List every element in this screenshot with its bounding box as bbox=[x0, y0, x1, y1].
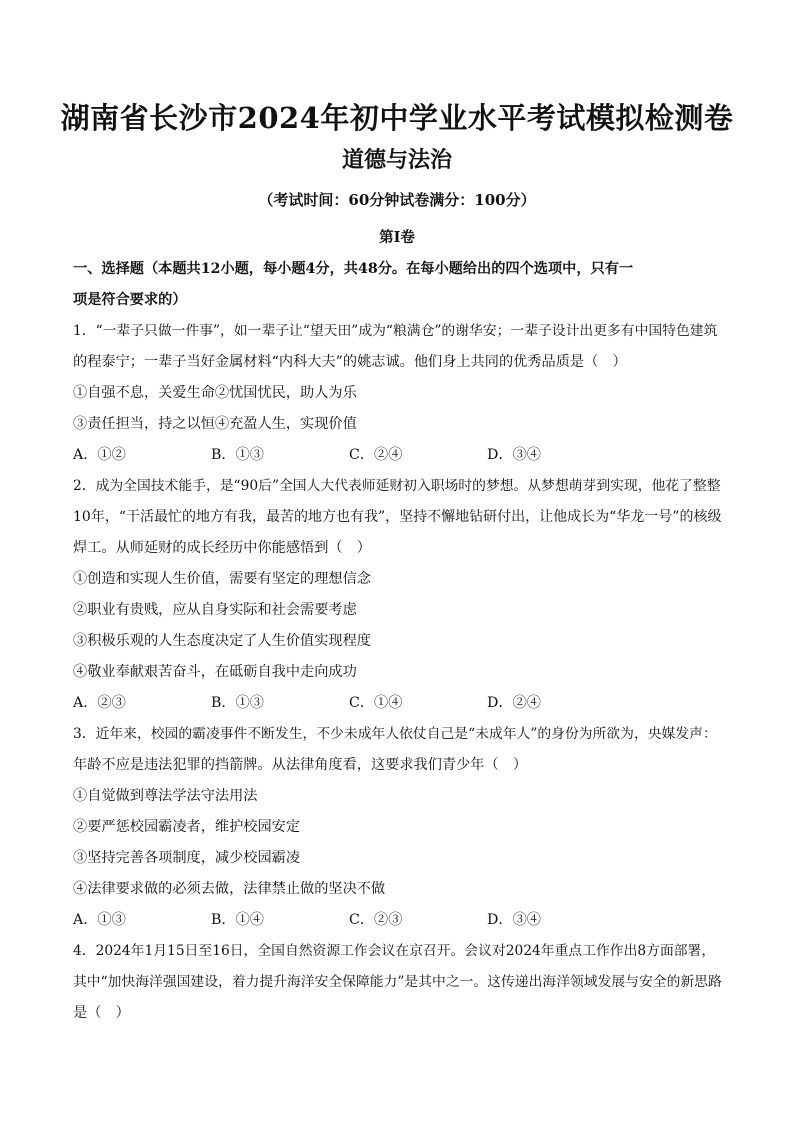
statement-line: ①自觉做到尊法学法守法用法 bbox=[73, 788, 258, 804]
statement-line: ①自强不息，关爱生命②忧国忧民，助人为乐 bbox=[73, 385, 357, 401]
answer-options bbox=[73, 688, 723, 719]
option-c: C．①④ bbox=[349, 695, 403, 711]
statement-line: ③积极乐观的人生态度决定了人生价值实现程度 bbox=[73, 633, 371, 649]
subject-title: 道德与法治 bbox=[341, 147, 452, 173]
option-c: C．②④ bbox=[349, 447, 403, 463]
option-d: D．②④ bbox=[487, 695, 541, 711]
section-heading: 一、选择题（本题共12小题，每小题4分，共48分。在每小题给出的四个选项中，只有一 bbox=[73, 261, 634, 277]
option-c: C．②③ bbox=[349, 912, 403, 928]
question-stem: 3．近年来，校园的霸凌事件不断发生，不少未成年人依仗自己是“未成年人”的身份为所欲为，央媒发声： bbox=[73, 726, 717, 742]
question-2 bbox=[73, 471, 723, 719]
question-stem: 其中“加快海洋强国建设，着力提升海洋安全保障能力”是其中之一。这传递出海洋领域发展与安全的新思路 bbox=[73, 974, 722, 990]
option-d: D．③④ bbox=[487, 447, 541, 463]
option-a: A．①② bbox=[73, 447, 126, 463]
answer-options bbox=[73, 905, 723, 936]
page-title: 湖南省长沙市2024年初中学业水平考试模拟检测卷 bbox=[60, 101, 734, 135]
statement-line: ②要严惩校园霸凌者，维护校园安定 bbox=[73, 819, 301, 835]
question-stem: 4．2024年1月15日至16日，全国自然资源工作会议在京召开。会议对2024年重点工作作出8方面部署， bbox=[73, 943, 716, 959]
statement-line: ③责任担当，持之以恒④充盈人生，实现价值 bbox=[73, 416, 357, 432]
statement-line: ④法律要求做的必须去做，法律禁止做的坚决不做 bbox=[73, 881, 386, 897]
option-a: A．①③ bbox=[73, 912, 126, 928]
option-a: A．②③ bbox=[73, 695, 126, 711]
option-d: D．③④ bbox=[487, 912, 541, 928]
section-heading-cont: 项是符合要求的） bbox=[73, 292, 187, 308]
answer-options bbox=[73, 440, 723, 471]
question-stem: 焊工。从师延财的成长经历中你能感悟到（ ） bbox=[73, 540, 371, 556]
question-stem: 年龄不应是违法犯罪的挡箭牌。从法律角度看，这要求我们青少年（ ） bbox=[73, 757, 528, 773]
option-b: B．①④ bbox=[211, 912, 264, 928]
question-content bbox=[73, 254, 723, 1029]
question-stem: 的程泰宁；一辈子当好金属材料“内科大夫”的姚志诚。他们身上共同的优秀品质是（ ） bbox=[73, 354, 627, 370]
question-1 bbox=[73, 316, 723, 471]
option-b: B．①③ bbox=[211, 447, 264, 463]
statement-line: ③坚持完善各项制度，减少校园霸凌 bbox=[73, 850, 301, 866]
question-stem: 2．成为全国技术能手，是“90后”全国人大代表师延财初入职场时的梦想。从梦想萌芽到实现，他花了整整 bbox=[73, 478, 721, 494]
exam-info: （考试时间：60分钟试卷满分：100分） bbox=[258, 191, 536, 209]
question-3 bbox=[73, 719, 723, 936]
question-4 bbox=[73, 936, 723, 1029]
question-stem: 1．“一辈子只做一件事”，如一辈子让“望天田”成为“粮满仓”的谢华安；一辈子设计出更多有中国特色建筑 bbox=[73, 323, 718, 339]
option-b: B．①③ bbox=[211, 695, 264, 711]
volume-label: 第I卷 bbox=[379, 229, 415, 246]
statement-line: ④敬业奉献艰苦奋斗，在砥砺自我中走向成功 bbox=[73, 664, 357, 680]
statement-line: ②职业有贵贱，应从自身实际和社会需要考虑 bbox=[73, 602, 357, 618]
statement-line: ①创造和实现人生价值，需要有坚定的理想信念 bbox=[73, 571, 371, 587]
question-stem: 10年，“干活最忙的地方有我，最苦的地方也有我”，坚持不懈地钻研付出，让他成长为“华龙一号”的核级 bbox=[73, 509, 722, 525]
question-stem: 是（ ） bbox=[73, 1005, 130, 1021]
